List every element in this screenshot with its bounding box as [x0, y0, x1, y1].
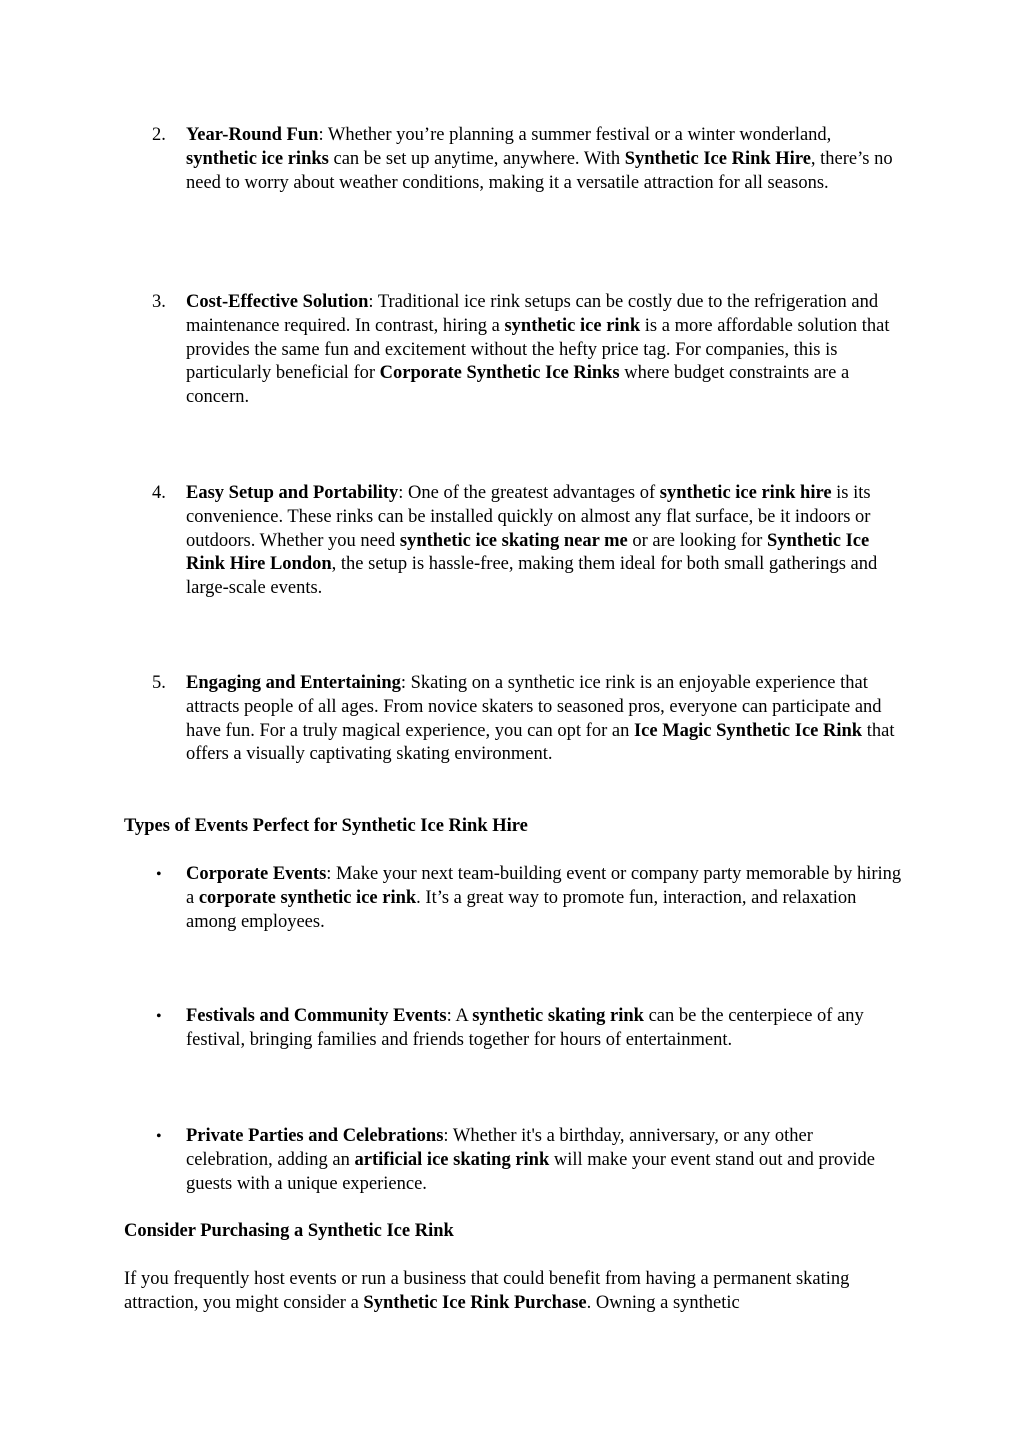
item-text	[186, 124, 902, 195]
bold-text: Private Parties and Celebrations	[186, 1126, 444, 1146]
list-number: 5.	[152, 673, 166, 693]
section-heading-events: Types of Events Perfect for Synthetic Ice Rink Hire	[124, 816, 528, 836]
paragraph-text	[124, 1268, 904, 1316]
body-text: . Owning a synthetic	[586, 1292, 740, 1313]
numbered-item-2	[152, 124, 902, 195]
body-text: is a more affordable solution that provides the same fun and excitement without the hefty price tag. For companies, this is particularly beneficial for	[186, 315, 890, 384]
list-number: 3.	[152, 292, 166, 312]
bold-text: synthetic ice rink hire	[659, 483, 832, 503]
body-text: can be set up anytime, anywhere. With	[328, 148, 625, 169]
body-text: can be the centerpiece of any festival, bringing families and friends together for hours of entertainment.	[186, 1006, 864, 1050]
bold-text: Ice Magic Synthetic Ice Rink	[633, 720, 863, 741]
body-text: : Skating on a synthetic ice rink is an enjoyable experience that attracts people of all ages. From novice skaters to seasoned pros, everyone can participate and have fun. For a truly magical experience, you can opt for an	[186, 673, 882, 741]
body-text: or are looking for	[627, 530, 767, 551]
item-text	[186, 672, 902, 767]
bold-text: Synthetic Ice Rink Hire London	[186, 530, 870, 575]
numbered-item-3	[152, 291, 902, 410]
bold-text: artificial ice skating rink	[354, 1149, 550, 1170]
item-text	[186, 1125, 902, 1196]
bullet-item-festivals	[156, 1005, 902, 1053]
bold-text: synthetic skating rink	[472, 1006, 644, 1026]
body-text: where budget constraints are a concern.	[186, 363, 850, 408]
body-text: : One of the greatest advantages of	[398, 483, 660, 503]
numbered-item-5	[152, 672, 902, 767]
bullet-icon: •	[156, 1008, 162, 1025]
bold-text: Corporate Events	[186, 864, 327, 884]
item-text	[186, 291, 902, 410]
bold-text: synthetic ice rinks	[186, 148, 329, 169]
bullet-icon: •	[156, 866, 162, 883]
section-heading-purchase: Consider Purchasing a Synthetic Ice Rink	[124, 1221, 454, 1241]
bullet-item-private-parties	[156, 1125, 902, 1196]
body-text: , there’s no need to worry about weather conditions, making it a versatile attraction for all seasons.	[186, 148, 893, 193]
bold-text: Corporate Synthetic Ice Rinks	[379, 363, 620, 384]
item-text	[186, 863, 902, 934]
bullet-item-corporate	[156, 863, 902, 934]
bold-text: Cost-Effective Solution	[186, 292, 369, 312]
body-text: . It’s a great way to promote fun, interaction, and relaxation among employees.	[186, 887, 857, 932]
list-number: 2.	[152, 125, 166, 145]
body-text: : Traditional ice rink setups can be costly due to the refrigeration and maintenance required. In contrast, hiring a	[186, 292, 879, 336]
body-text: If you frequently host events or run a business that could benefit from having a permanent skating attraction, you might consider a	[124, 1269, 850, 1313]
body-text: that offers a visually captivating skating environment.	[186, 720, 895, 765]
purchase-paragraph	[124, 1268, 904, 1316]
bold-text: Engaging and Entertaining	[186, 673, 401, 693]
bold-text: corporate synthetic ice rink	[198, 887, 417, 908]
item-text	[186, 1005, 902, 1053]
body-text: will make your event stand out and provide guests with a unique experience.	[186, 1149, 875, 1194]
body-text: : A	[446, 1006, 473, 1026]
bold-text: Year-Round Fun	[186, 125, 319, 145]
bold-text: Easy Setup and Portability	[186, 483, 399, 503]
body-text: : Whether you’re planning a summer festival or a winter wonderland,	[318, 125, 832, 145]
bold-text: Synthetic Ice Rink Hire	[624, 148, 811, 169]
bold-text: Synthetic Ice Rink Purchase	[363, 1292, 587, 1313]
bold-text: synthetic ice rink	[504, 315, 641, 336]
body-text: : Whether it's a birthday, anniversary, or any other celebration, adding an	[186, 1126, 813, 1170]
list-number: 4.	[152, 483, 166, 503]
bold-text: Festivals and Community Events	[186, 1006, 447, 1026]
body-text: : Make your next team-building event or company party memorable by hiring a	[186, 864, 902, 908]
body-text: , the setup is hassle-free, making them ideal for both small gatherings and large-scale events.	[186, 554, 878, 599]
numbered-item-4	[152, 482, 902, 601]
item-text	[186, 482, 902, 601]
body-text: is its convenience. These rinks can be installed quickly on almost any flat surface, be it indoors or outdoors. Whether you need	[186, 483, 871, 551]
bullet-icon: •	[156, 1128, 162, 1145]
bold-text: synthetic ice skating near me	[399, 530, 628, 551]
